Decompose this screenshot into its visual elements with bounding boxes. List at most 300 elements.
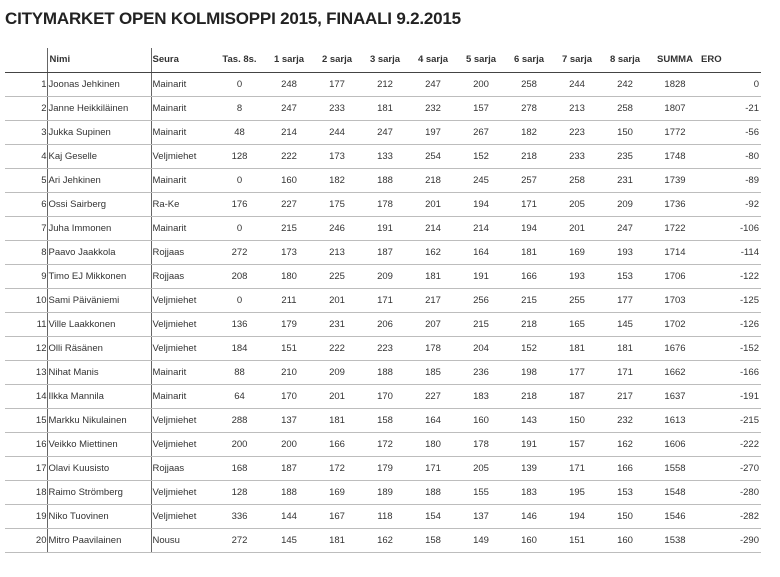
- club-cell: Rojjaas: [151, 457, 214, 481]
- series-3-cell: 170: [361, 385, 409, 409]
- total-cell: 1739: [649, 169, 701, 193]
- results-table: [5, 48, 761, 553]
- handicap-cell: 272: [214, 529, 265, 553]
- series-3-cell: 179: [361, 457, 409, 481]
- series-4-cell: 218: [409, 169, 457, 193]
- series-4-cell: 232: [409, 97, 457, 121]
- series-5-cell: 245: [457, 169, 505, 193]
- diff-cell: -166: [701, 361, 761, 385]
- name-cell: Nihat Manis: [47, 361, 151, 385]
- series-7-cell: 193: [553, 265, 601, 289]
- series-8-cell: 235: [601, 145, 649, 169]
- column-header-series-5: 5 sarja: [457, 48, 505, 73]
- table-row: [5, 265, 761, 289]
- series-5-cell: 204: [457, 337, 505, 361]
- series-1-cell: 214: [265, 121, 313, 145]
- club-cell: Mainarit: [151, 385, 214, 409]
- series-8-cell: 258: [601, 97, 649, 121]
- series-5-cell: 200: [457, 73, 505, 97]
- series-6-cell: 194: [505, 217, 553, 241]
- table-row: [5, 121, 761, 145]
- table-row: [5, 289, 761, 313]
- table-header-row: [5, 48, 761, 73]
- table-row: [5, 73, 761, 97]
- diff-cell: 0: [701, 73, 761, 97]
- series-7-cell: 187: [553, 385, 601, 409]
- series-4-cell: 217: [409, 289, 457, 313]
- series-6-cell: 257: [505, 169, 553, 193]
- rank-cell: 1: [5, 73, 47, 97]
- total-cell: 1558: [649, 457, 701, 481]
- series-3-cell: 247: [361, 121, 409, 145]
- table-row: [5, 169, 761, 193]
- name-cell: Ilkka Mannila: [47, 385, 151, 409]
- rank-cell: 18: [5, 481, 47, 505]
- handicap-cell: 0: [214, 217, 265, 241]
- column-header-total: SUMMA: [649, 48, 701, 73]
- series-5-cell: 214: [457, 217, 505, 241]
- series-7-cell: 213: [553, 97, 601, 121]
- series-6-cell: 215: [505, 289, 553, 313]
- series-4-cell: 158: [409, 529, 457, 553]
- series-7-cell: 169: [553, 241, 601, 265]
- series-6-cell: 139: [505, 457, 553, 481]
- club-cell: Veljmiehet: [151, 505, 214, 529]
- name-cell: Ari Jehkinen: [47, 169, 151, 193]
- rank-cell: 20: [5, 529, 47, 553]
- total-cell: 1662: [649, 361, 701, 385]
- name-cell: Niko Tuovinen: [47, 505, 151, 529]
- table-row: [5, 433, 761, 457]
- series-3-cell: 189: [361, 481, 409, 505]
- name-cell: Timo EJ Mikkonen: [47, 265, 151, 289]
- series-5-cell: 137: [457, 505, 505, 529]
- rank-cell: 13: [5, 361, 47, 385]
- series-1-cell: 179: [265, 313, 313, 337]
- series-8-cell: 153: [601, 265, 649, 289]
- rank-cell: 4: [5, 145, 47, 169]
- diff-cell: -215: [701, 409, 761, 433]
- diff-cell: -92: [701, 193, 761, 217]
- table-row: [5, 145, 761, 169]
- series-6-cell: 146: [505, 505, 553, 529]
- series-3-cell: 191: [361, 217, 409, 241]
- series-4-cell: 178: [409, 337, 457, 361]
- series-2-cell: 181: [313, 409, 361, 433]
- series-6-cell: 181: [505, 241, 553, 265]
- series-1-cell: 145: [265, 529, 313, 553]
- series-8-cell: 242: [601, 73, 649, 97]
- table-row: [5, 361, 761, 385]
- series-2-cell: 244: [313, 121, 361, 145]
- club-cell: Mainarit: [151, 217, 214, 241]
- series-7-cell: 157: [553, 433, 601, 457]
- club-cell: Veljmiehet: [151, 337, 214, 361]
- series-4-cell: 197: [409, 121, 457, 145]
- total-cell: 1548: [649, 481, 701, 505]
- series-4-cell: 201: [409, 193, 457, 217]
- name-cell: Olli Räsänen: [47, 337, 151, 361]
- series-5-cell: 157: [457, 97, 505, 121]
- series-1-cell: 144: [265, 505, 313, 529]
- total-cell: 1703: [649, 289, 701, 313]
- series-1-cell: 170: [265, 385, 313, 409]
- diff-cell: -89: [701, 169, 761, 193]
- series-4-cell: 181: [409, 265, 457, 289]
- name-cell: Jukka Supinen: [47, 121, 151, 145]
- name-cell: Markku Nikulainen: [47, 409, 151, 433]
- column-header-rank: [5, 48, 47, 73]
- series-4-cell: 214: [409, 217, 457, 241]
- rank-cell: 6: [5, 193, 47, 217]
- series-4-cell: 171: [409, 457, 457, 481]
- series-5-cell: 205: [457, 457, 505, 481]
- handicap-cell: 88: [214, 361, 265, 385]
- rank-cell: 17: [5, 457, 47, 481]
- column-header-series-7: 7 sarja: [553, 48, 601, 73]
- series-6-cell: 218: [505, 145, 553, 169]
- name-cell: Veikko Miettinen: [47, 433, 151, 457]
- series-1-cell: 180: [265, 265, 313, 289]
- rank-cell: 14: [5, 385, 47, 409]
- total-cell: 1538: [649, 529, 701, 553]
- series-1-cell: 211: [265, 289, 313, 313]
- club-cell: Mainarit: [151, 361, 214, 385]
- club-cell: Mainarit: [151, 169, 214, 193]
- total-cell: 1828: [649, 73, 701, 97]
- series-5-cell: 267: [457, 121, 505, 145]
- series-3-cell: 171: [361, 289, 409, 313]
- series-7-cell: 177: [553, 361, 601, 385]
- handicap-cell: 168: [214, 457, 265, 481]
- name-cell: Janne Heikkiläinen: [47, 97, 151, 121]
- series-4-cell: 254: [409, 145, 457, 169]
- series-3-cell: 162: [361, 529, 409, 553]
- name-cell: Juha Immonen: [47, 217, 151, 241]
- club-cell: Veljmiehet: [151, 409, 214, 433]
- total-cell: 1613: [649, 409, 701, 433]
- series-3-cell: 188: [361, 169, 409, 193]
- handicap-cell: 208: [214, 265, 265, 289]
- rank-cell: 5: [5, 169, 47, 193]
- series-6-cell: 258: [505, 73, 553, 97]
- table-row: [5, 409, 761, 433]
- series-1-cell: 227: [265, 193, 313, 217]
- total-cell: 1714: [649, 241, 701, 265]
- series-6-cell: 171: [505, 193, 553, 217]
- series-7-cell: 233: [553, 145, 601, 169]
- series-3-cell: 212: [361, 73, 409, 97]
- series-1-cell: 173: [265, 241, 313, 265]
- series-2-cell: 209: [313, 361, 361, 385]
- total-cell: 1807: [649, 97, 701, 121]
- diff-cell: -191: [701, 385, 761, 409]
- total-cell: 1702: [649, 313, 701, 337]
- column-header-club: Seura: [151, 48, 214, 73]
- series-3-cell: 181: [361, 97, 409, 121]
- handicap-cell: 184: [214, 337, 265, 361]
- series-8-cell: 209: [601, 193, 649, 217]
- series-3-cell: 172: [361, 433, 409, 457]
- rank-cell: 2: [5, 97, 47, 121]
- series-1-cell: 151: [265, 337, 313, 361]
- diff-cell: -270: [701, 457, 761, 481]
- diff-cell: -282: [701, 505, 761, 529]
- column-header-series-2: 2 sarja: [313, 48, 361, 73]
- handicap-cell: 64: [214, 385, 265, 409]
- series-4-cell: 164: [409, 409, 457, 433]
- series-6-cell: 183: [505, 481, 553, 505]
- column-header-series-4: 4 sarja: [409, 48, 457, 73]
- diff-cell: -126: [701, 313, 761, 337]
- series-1-cell: 160: [265, 169, 313, 193]
- series-8-cell: 177: [601, 289, 649, 313]
- series-7-cell: 194: [553, 505, 601, 529]
- series-2-cell: 167: [313, 505, 361, 529]
- table-row: [5, 217, 761, 241]
- series-7-cell: 205: [553, 193, 601, 217]
- table-row: [5, 385, 761, 409]
- series-7-cell: 181: [553, 337, 601, 361]
- series-8-cell: 171: [601, 361, 649, 385]
- total-cell: 1676: [649, 337, 701, 361]
- diff-cell: -125: [701, 289, 761, 313]
- diff-cell: -290: [701, 529, 761, 553]
- series-5-cell: 236: [457, 361, 505, 385]
- series-1-cell: 222: [265, 145, 313, 169]
- series-2-cell: 225: [313, 265, 361, 289]
- series-6-cell: 166: [505, 265, 553, 289]
- total-cell: 1706: [649, 265, 701, 289]
- name-cell: Raimo Strömberg: [47, 481, 151, 505]
- column-header-name: Nimi: [47, 48, 151, 73]
- series-6-cell: 198: [505, 361, 553, 385]
- club-cell: Rojjaas: [151, 241, 214, 265]
- series-7-cell: 258: [553, 169, 601, 193]
- series-3-cell: 158: [361, 409, 409, 433]
- series-2-cell: 233: [313, 97, 361, 121]
- total-cell: 1772: [649, 121, 701, 145]
- total-cell: 1606: [649, 433, 701, 457]
- series-3-cell: 209: [361, 265, 409, 289]
- diff-cell: -80: [701, 145, 761, 169]
- series-2-cell: 169: [313, 481, 361, 505]
- series-4-cell: 188: [409, 481, 457, 505]
- series-2-cell: 175: [313, 193, 361, 217]
- column-header-series-1: 1 sarja: [265, 48, 313, 73]
- series-4-cell: 185: [409, 361, 457, 385]
- club-cell: Veljmiehet: [151, 145, 214, 169]
- series-2-cell: 182: [313, 169, 361, 193]
- series-5-cell: 256: [457, 289, 505, 313]
- rank-cell: 10: [5, 289, 47, 313]
- rank-cell: 19: [5, 505, 47, 529]
- diff-cell: -106: [701, 217, 761, 241]
- series-3-cell: 188: [361, 361, 409, 385]
- total-cell: 1637: [649, 385, 701, 409]
- series-2-cell: 177: [313, 73, 361, 97]
- series-5-cell: 183: [457, 385, 505, 409]
- series-8-cell: 166: [601, 457, 649, 481]
- rank-cell: 11: [5, 313, 47, 337]
- series-7-cell: 244: [553, 73, 601, 97]
- series-8-cell: 150: [601, 121, 649, 145]
- series-8-cell: 231: [601, 169, 649, 193]
- table-row: [5, 505, 761, 529]
- club-cell: Veljmiehet: [151, 289, 214, 313]
- handicap-cell: 0: [214, 169, 265, 193]
- series-4-cell: 207: [409, 313, 457, 337]
- column-header-series-6: 6 sarja: [505, 48, 553, 73]
- series-2-cell: 201: [313, 289, 361, 313]
- club-cell: Mainarit: [151, 121, 214, 145]
- total-cell: 1546: [649, 505, 701, 529]
- name-cell: Ossi Sairberg: [47, 193, 151, 217]
- series-5-cell: 178: [457, 433, 505, 457]
- diff-cell: -280: [701, 481, 761, 505]
- rank-cell: 15: [5, 409, 47, 433]
- club-cell: Ra-Ke: [151, 193, 214, 217]
- series-2-cell: 181: [313, 529, 361, 553]
- name-cell: Paavo Jaakkola: [47, 241, 151, 265]
- club-cell: Rojjaas: [151, 265, 214, 289]
- series-8-cell: 150: [601, 505, 649, 529]
- series-7-cell: 223: [553, 121, 601, 145]
- series-6-cell: 218: [505, 385, 553, 409]
- handicap-cell: 48: [214, 121, 265, 145]
- table-row: [5, 337, 761, 361]
- club-cell: Mainarit: [151, 97, 214, 121]
- rank-cell: 7: [5, 217, 47, 241]
- series-8-cell: 193: [601, 241, 649, 265]
- club-cell: Nousu: [151, 529, 214, 553]
- column-header-handicap: Tas. 8s.: [214, 48, 265, 73]
- series-6-cell: 152: [505, 337, 553, 361]
- name-cell: Joonas Jehkinen: [47, 73, 151, 97]
- series-3-cell: 118: [361, 505, 409, 529]
- series-6-cell: 218: [505, 313, 553, 337]
- series-3-cell: 133: [361, 145, 409, 169]
- series-1-cell: 137: [265, 409, 313, 433]
- table-row: [5, 529, 761, 553]
- series-5-cell: 191: [457, 265, 505, 289]
- diff-cell: -152: [701, 337, 761, 361]
- name-cell: Mitro Paavilainen: [47, 529, 151, 553]
- handicap-cell: 288: [214, 409, 265, 433]
- series-3-cell: 187: [361, 241, 409, 265]
- series-2-cell: 172: [313, 457, 361, 481]
- series-7-cell: 171: [553, 457, 601, 481]
- diff-cell: -21: [701, 97, 761, 121]
- series-4-cell: 180: [409, 433, 457, 457]
- total-cell: 1736: [649, 193, 701, 217]
- club-cell: Veljmiehet: [151, 433, 214, 457]
- table-row: [5, 313, 761, 337]
- series-7-cell: 151: [553, 529, 601, 553]
- table-row: [5, 97, 761, 121]
- name-cell: Olavi Kuusisto: [47, 457, 151, 481]
- series-3-cell: 223: [361, 337, 409, 361]
- total-cell: 1722: [649, 217, 701, 241]
- handicap-cell: 8: [214, 97, 265, 121]
- handicap-cell: 128: [214, 481, 265, 505]
- diff-cell: -114: [701, 241, 761, 265]
- results-body: [5, 73, 761, 553]
- table-row: [5, 241, 761, 265]
- handicap-cell: 136: [214, 313, 265, 337]
- series-8-cell: 217: [601, 385, 649, 409]
- diff-cell: -122: [701, 265, 761, 289]
- column-header-series-3: 3 sarja: [361, 48, 409, 73]
- handicap-cell: 0: [214, 73, 265, 97]
- series-7-cell: 255: [553, 289, 601, 313]
- series-4-cell: 162: [409, 241, 457, 265]
- column-header-series-8: 8 sarja: [601, 48, 649, 73]
- name-cell: Ville Laakkonen: [47, 313, 151, 337]
- club-cell: Veljmiehet: [151, 481, 214, 505]
- series-1-cell: 210: [265, 361, 313, 385]
- rank-cell: 3: [5, 121, 47, 145]
- series-2-cell: 246: [313, 217, 361, 241]
- series-7-cell: 150: [553, 409, 601, 433]
- rank-cell: 9: [5, 265, 47, 289]
- series-2-cell: 213: [313, 241, 361, 265]
- series-6-cell: 182: [505, 121, 553, 145]
- table-row: [5, 193, 761, 217]
- series-2-cell: 201: [313, 385, 361, 409]
- series-1-cell: 188: [265, 481, 313, 505]
- name-cell: Kaj Geselle: [47, 145, 151, 169]
- rank-cell: 16: [5, 433, 47, 457]
- series-5-cell: 160: [457, 409, 505, 433]
- handicap-cell: 176: [214, 193, 265, 217]
- series-5-cell: 149: [457, 529, 505, 553]
- series-1-cell: 247: [265, 97, 313, 121]
- handicap-cell: 200: [214, 433, 265, 457]
- series-2-cell: 173: [313, 145, 361, 169]
- series-7-cell: 165: [553, 313, 601, 337]
- handicap-cell: 0: [214, 289, 265, 313]
- series-8-cell: 162: [601, 433, 649, 457]
- series-4-cell: 227: [409, 385, 457, 409]
- total-cell: 1748: [649, 145, 701, 169]
- series-8-cell: 247: [601, 217, 649, 241]
- series-6-cell: 143: [505, 409, 553, 433]
- series-5-cell: 155: [457, 481, 505, 505]
- series-3-cell: 206: [361, 313, 409, 337]
- series-6-cell: 278: [505, 97, 553, 121]
- series-8-cell: 181: [601, 337, 649, 361]
- rank-cell: 12: [5, 337, 47, 361]
- series-5-cell: 164: [457, 241, 505, 265]
- series-2-cell: 222: [313, 337, 361, 361]
- series-2-cell: 231: [313, 313, 361, 337]
- diff-cell: -222: [701, 433, 761, 457]
- series-5-cell: 215: [457, 313, 505, 337]
- series-2-cell: 166: [313, 433, 361, 457]
- series-7-cell: 195: [553, 481, 601, 505]
- handicap-cell: 128: [214, 145, 265, 169]
- series-3-cell: 178: [361, 193, 409, 217]
- series-4-cell: 247: [409, 73, 457, 97]
- name-cell: Sami Päiväniemi: [47, 289, 151, 313]
- series-1-cell: 248: [265, 73, 313, 97]
- series-1-cell: 187: [265, 457, 313, 481]
- series-7-cell: 201: [553, 217, 601, 241]
- series-6-cell: 160: [505, 529, 553, 553]
- series-1-cell: 215: [265, 217, 313, 241]
- table-row: [5, 481, 761, 505]
